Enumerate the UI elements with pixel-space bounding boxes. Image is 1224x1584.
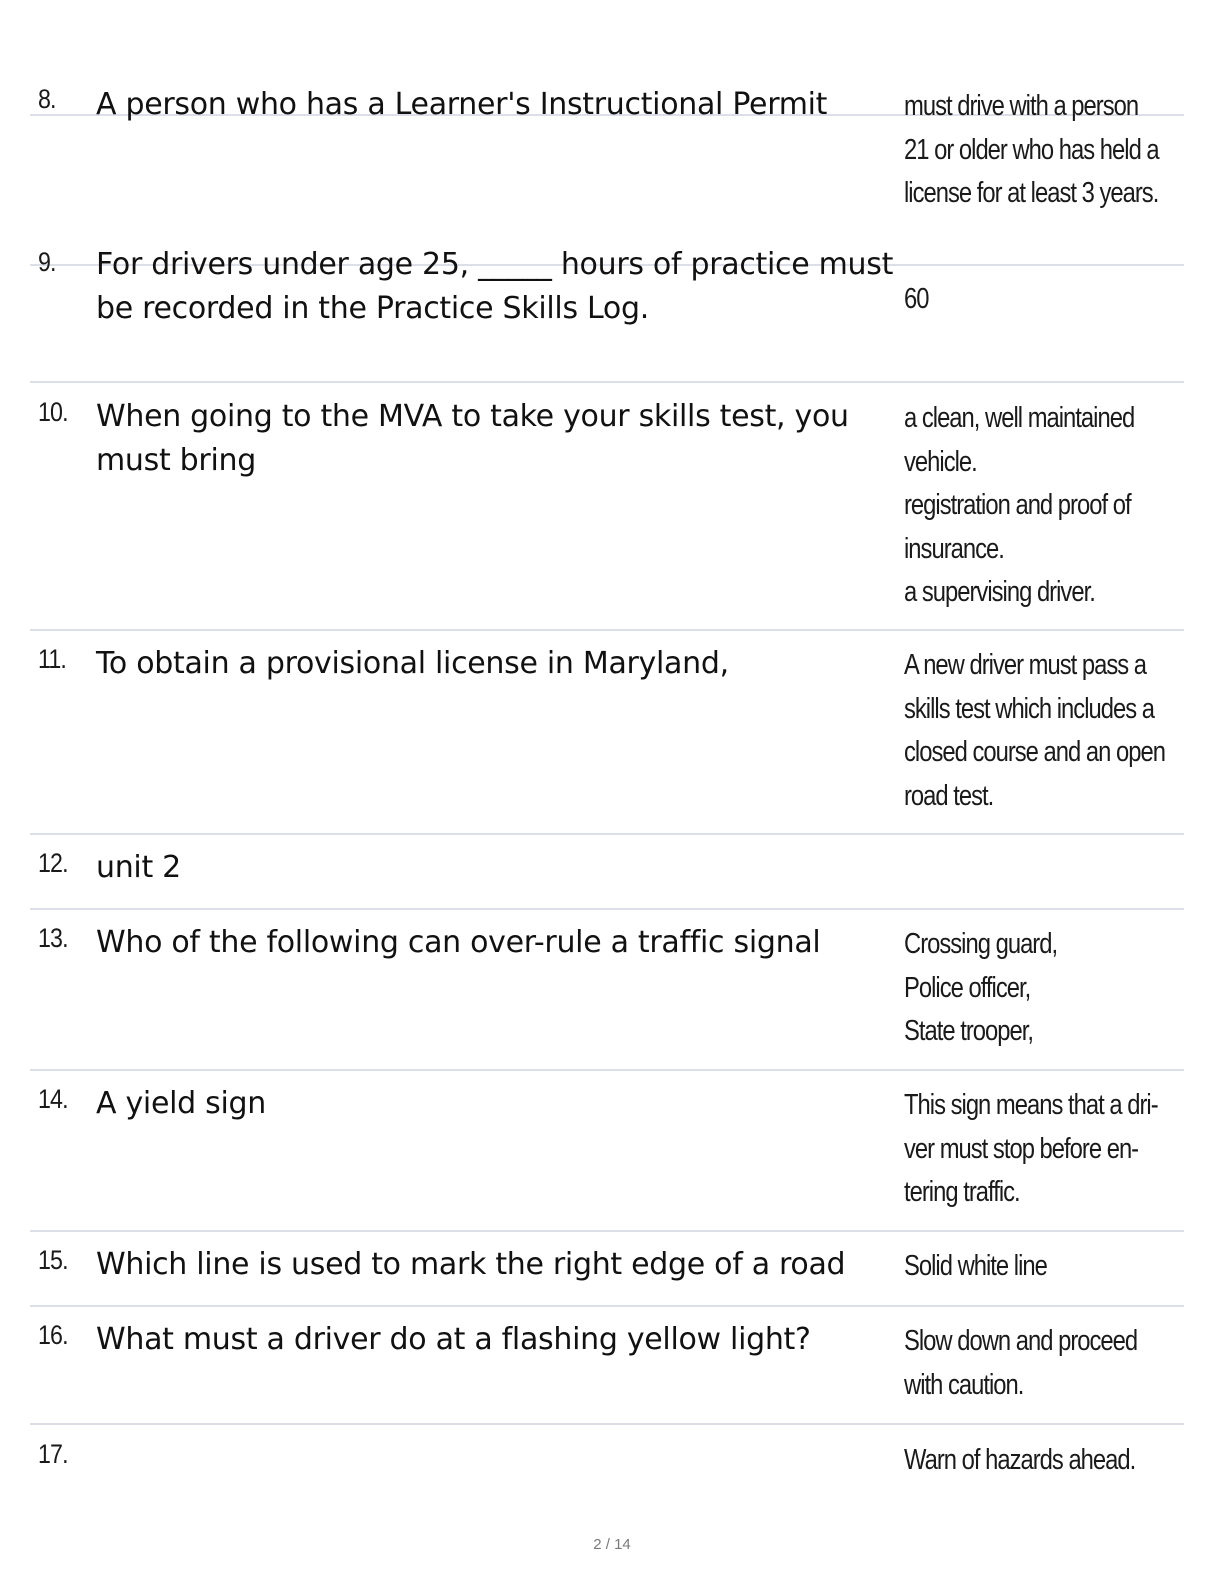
item-definition: A new driver must pass a skills test which includes a closed course and an open road test. <box>904 649 1165 812</box>
item-number: 16. <box>38 1320 68 1350</box>
row-divider <box>30 833 1184 835</box>
item-term: A person who has a Learner's Instructional Permit <box>96 87 828 122</box>
row-divider <box>30 629 1184 631</box>
item-number: 15. <box>38 1245 68 1275</box>
item-definition: This sign means that a dri- ver must stop before en- tering traffic. <box>904 1089 1158 1208</box>
item-number: 14. <box>38 1084 68 1114</box>
item-definition: Crossing guard, Police officer, State trooper, <box>904 928 1058 1047</box>
item-term: unit 2 <box>96 850 181 885</box>
item-number: 12. <box>38 848 68 878</box>
row-divider <box>30 381 1184 383</box>
row-divider <box>30 908 1184 910</box>
item-term: A yield sign <box>96 1086 266 1121</box>
row-divider <box>30 1423 1184 1425</box>
item-number: 13. <box>38 923 68 953</box>
item-number: 11. <box>38 644 66 674</box>
item-term: When going to the MVA to take your skills test, you must bring <box>96 399 849 478</box>
item-definition: must drive with a person 21 or older who has held a license for at least 3 years. <box>904 90 1159 209</box>
row-divider <box>30 1305 1184 1307</box>
item-definition: Slow down and proceed with caution. <box>904 1325 1138 1401</box>
item-definition: 60 <box>904 283 929 315</box>
item-term: For drivers under age 25, _____ hours of practice must be recorded in the Practice Skills Log. <box>96 247 894 326</box>
row-divider <box>30 1230 1184 1232</box>
item-number: 9. <box>38 247 56 277</box>
item-term: Who of the following can over-rule a traffic signal <box>96 925 821 960</box>
row-divider <box>30 1069 1184 1071</box>
item-number: 17. <box>38 1439 68 1469</box>
page-number: 2 / 14 <box>593 1536 631 1553</box>
item-definition: Warn of hazards ahead. <box>904 1444 1136 1476</box>
item-term: Which line is used to mark the right edge of a road <box>96 1247 846 1282</box>
item-number: 8. <box>38 84 56 114</box>
item-definition: a clean, well maintained vehicle. registration and proof of insurance. a supervising driver. <box>904 402 1135 608</box>
item-term: What must a driver do at a flashing yellow light? <box>96 1322 811 1357</box>
item-term: To obtain a provisional license in Maryland, <box>96 646 729 681</box>
item-definition: Solid white line <box>904 1250 1047 1282</box>
item-number: 10. <box>38 397 68 427</box>
